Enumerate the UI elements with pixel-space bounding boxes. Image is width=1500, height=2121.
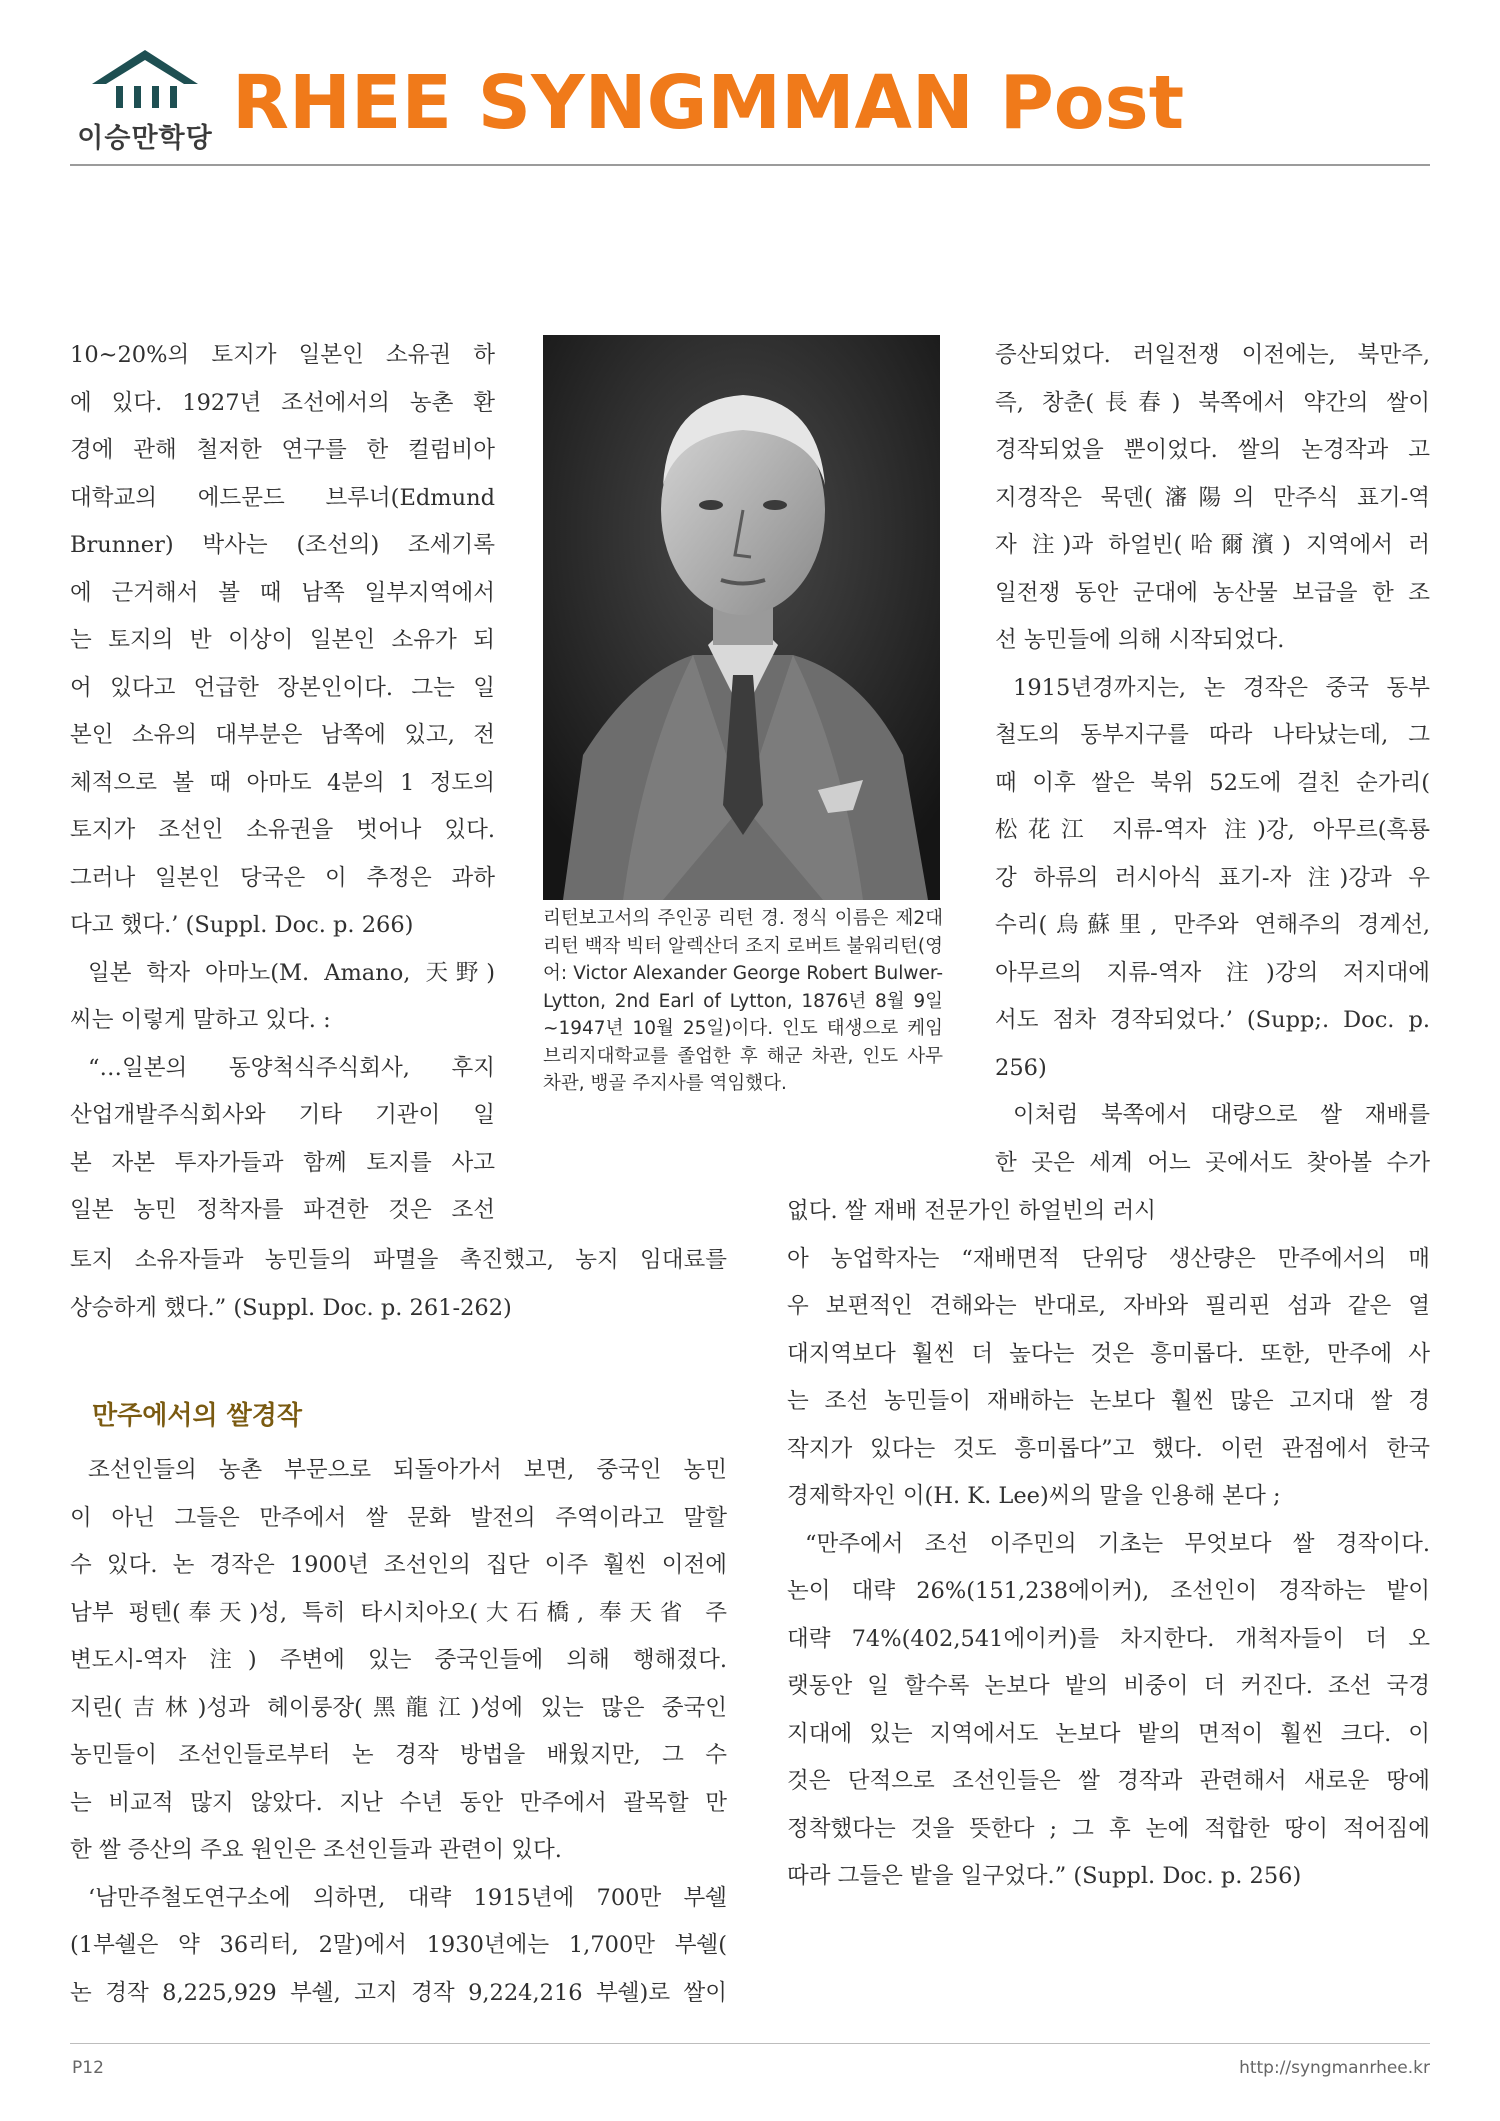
portrait-photo xyxy=(543,335,940,900)
text-line: 상승하게 했다.” (Suppl. Doc. p. 261-262) xyxy=(70,1294,512,1321)
text-line: 토지가 조선인 소유권을 벗어나 있다. xyxy=(70,817,495,843)
text-line: 강 하류의 러시아식 표기-자 注)강과 우 xyxy=(995,864,1430,891)
logo-text: 이승만학당 xyxy=(77,123,213,154)
section-heading: 만주에서의 쌀경작 xyxy=(92,1401,302,1431)
text-line: 1915년경까지는, 논 경작은 중국 동부 xyxy=(1013,674,1430,701)
text-line: ‘남만주철도연구소에 의하면, 대략 1915년에 700만 부쉘 xyxy=(88,1884,727,1911)
text-line: 어 있다고 언급한 장본인이다. 그는 일 xyxy=(70,674,495,701)
text-line: 수리(烏蘇里, 만주와 연해주의 경계선, xyxy=(995,912,1430,938)
text-line: 남부 펑텐(奉天)성, 특히 타시치아오(大石橋, 奉天省 주 xyxy=(70,1599,727,1626)
text-line: 다고 했다.’ (Suppl. Doc. p. 266) xyxy=(70,912,414,938)
text-line: 작지가 있다는 것도 흥미롭다”고 했다. 이런 관점에서 한국 xyxy=(787,1435,1430,1462)
text-line: 그러나 일본인 당국은 이 추정은 과하 xyxy=(70,864,495,891)
text-line: 대략 74%(402,541에이커)를 차지한다. 개척자들이 더 오 xyxy=(787,1625,1430,1652)
text-line: 경에 관해 철저한 연구를 한 컬럼비아 xyxy=(70,437,495,463)
site-url: http://syngmanrhee.kr xyxy=(1239,2058,1430,2078)
text-line: 정착했다는 것을 뜻한다 ; 그 후 논에 적합한 땅이 적어짐에 xyxy=(787,1815,1430,1842)
text-line: 지린(吉林)성과 헤이룽장(黑龍江)성에 있는 많은 중국인 xyxy=(70,1694,727,1721)
publication-title: RHEE SYNGMMAN Post xyxy=(232,60,1185,146)
text-line: 는 토지의 반 이상이 일본인 소유가 되 xyxy=(70,627,495,653)
text-line: 일본 농민 정착자를 파견한 것은 조선 xyxy=(70,1197,495,1223)
section-body xyxy=(70,1447,727,2017)
text-line: 논이 대략 26%(151,238에이커), 조선인이 경작하는 밭이 xyxy=(787,1578,1430,1604)
text-line: (1부쉘은 약 36리터, 2말)에서 1930년에는 1,700만 부쉘( xyxy=(70,1932,727,1958)
text-line: 수 있다. 논 경작은 1900년 조선인의 집단 이주 훨씬 이전에 xyxy=(70,1552,727,1578)
text-line: 한 쌀 증산의 주요 원인은 조선인들과 관련이 있다. xyxy=(70,1837,562,1863)
text-line: 한 곳은 세계 어느 곳에서도 찾아볼 수가 xyxy=(995,1149,1430,1176)
photo-caption: 리턴보고서의 주인공 리턴 경. 정식 이름은 제2대 리턴 백작 빅터 알렉산더 조지 로버트 불워리턴(영어: Victor Alexander George Robert Bulwer-Lytton, 2nd Earl of Lytton, 1876년 8월 9일~1947년 10월 25일)이다. 인도 태생으로 케임브리지대학교를 졸업한 후 해군 차관, 인도 사무 차관, 뱅골 주지사를 역임했다. xyxy=(543,908,943,1094)
text-line: 따라 그들은 밭을 일구었다.” (Suppl. Doc. p. 256) xyxy=(787,1863,1302,1889)
text-line: 농민들이 조선인들로부터 논 경작 방법을 배웠지만, 그 수 xyxy=(70,1742,727,1768)
text-line: 없다. 쌀 재배 전문가인 하얼빈의 러시 xyxy=(787,1198,1156,1224)
page-number: P12 xyxy=(72,2058,104,2078)
text-line: 일본 학자 아마노(M. Amano, 天野) xyxy=(88,959,495,986)
text-line: 때 이후 쌀은 북위 52도에 걸친 순가리( xyxy=(995,769,1430,796)
house-logo-icon xyxy=(90,48,200,118)
text-line: 이처럼 북쪽에서 대량으로 쌀 재배를 xyxy=(1013,1102,1430,1128)
text-line: 우 보편적인 견해와는 반대로, 자바와 필리핀 섬과 같은 열 xyxy=(787,1293,1430,1319)
text-line: 에 있다. 1927년 조선에서의 농촌 환 xyxy=(70,389,495,416)
column-1-continued xyxy=(70,1237,727,1332)
text-line: 씨는 이렇게 말하고 있다. : xyxy=(70,1007,331,1033)
text-line: 지대에 있는 지역에서도 논보다 밭의 면적이 훨씬 크다. 이 xyxy=(787,1720,1430,1747)
text-line: 경제학자인 이(H. K. Lee)씨의 말을 인용해 본다 ; xyxy=(787,1483,1281,1509)
text-line: “만주에서 조선 이주민의 기초는 무엇보다 쌀 경작이다. xyxy=(805,1530,1430,1557)
text-line: 논 경작 8,225,929 부쉘, 고지 경작 9,224,216 부쉘)로 쌀이 xyxy=(70,1979,727,2006)
text-line: 256) xyxy=(995,1054,1047,1081)
text-line: 지경작은 묵덴(瀋陽의 만주식 표기-역 xyxy=(995,484,1430,511)
text-line: 는 조선 농민들이 재배하는 논보다 훨씬 많은 고지대 쌀 경 xyxy=(787,1388,1430,1414)
text-line: 본인 소유의 대부분은 남쪽에 있고, 전 xyxy=(70,722,495,748)
footer-divider xyxy=(70,2043,1430,2044)
text-line: 이 아닌 그들은 만주에서 쌀 문화 발전의 주역이라고 말할 xyxy=(70,1504,727,1531)
text-line: 松花江 지류-역자 注)강, 아무르(흑룡 xyxy=(995,817,1430,843)
text-line: 것은 단적으로 조선인들은 쌀 경작과 관련해서 새로운 땅에 xyxy=(787,1768,1430,1794)
text-line: 철도의 동부지구를 따라 나타났는데, 그 xyxy=(995,722,1430,748)
text-line: 본 자본 투자가들과 함께 토지를 사고 xyxy=(70,1149,495,1176)
header-divider xyxy=(70,164,1430,166)
text-line: 일전쟁 동안 군대에 농산물 보급을 한 조 xyxy=(995,579,1430,606)
text-line: 대지역보다 훨씬 더 높다는 것은 흥미롭다. 또한, 만주에 사 xyxy=(787,1340,1430,1367)
text-line: 선 농민들에 의해 시작되었다. xyxy=(995,627,1285,653)
text-line: 체적으로 볼 때 아마도 4분의 1 정도의 xyxy=(70,769,495,796)
text-line: 대학교의 에드문드 브루너(Edmund xyxy=(70,484,495,511)
text-line: 증산되었다. 러일전쟁 이전에는, 북만주, xyxy=(995,342,1430,368)
text-line: 경작되었을 뿐이었다. 쌀의 논경작과 고 xyxy=(995,437,1430,463)
text-line: 에 근거해서 볼 때 남쪽 일부지역에서 xyxy=(70,579,495,606)
text-line: “…일본의 동양척식주식회사, 후지 xyxy=(88,1054,495,1081)
text-line: 토지 소유자들과 농민들의 파멸을 촉진했고, 농지 임대료를 xyxy=(70,1247,727,1273)
text-line: 산업개발주식회사와 기타 기관이 일 xyxy=(70,1102,495,1128)
text-line: 자 注)과 하얼빈(哈爾濱) 지역에서 러 xyxy=(995,532,1430,558)
text-line: Brunner) 박사는 (조선의) 조세기록 xyxy=(70,532,495,558)
text-line: 즉, 창춘(長春) 북쪽에서 약간의 쌀이 xyxy=(995,389,1430,416)
column-3-continued xyxy=(787,1188,1430,1901)
logo xyxy=(70,48,215,154)
portrait-illustration xyxy=(543,335,940,900)
column-3 xyxy=(995,332,1430,1187)
text-line: 서도 점차 경작되었다.’ (Supp;. Doc. p. xyxy=(995,1007,1430,1033)
text-line: 10~20%의 토지가 일본인 소유권 하 xyxy=(70,342,495,368)
text-line: 는 비교적 많지 않았다. 지난 수년 동안 만주에서 괄목할 만 xyxy=(70,1789,727,1816)
text-line: 조선인들의 농촌 부문으로 되돌아가서 보면, 중국인 농민 xyxy=(88,1457,727,1483)
text-line: 랫동안 일 할수록 논보다 밭의 비중이 더 커진다. 조선 국경 xyxy=(787,1673,1430,1699)
text-line: 아무르의 지류-역자 注)강의 저지대에 xyxy=(995,959,1430,986)
text-line: 아 농업학자는 “재배면적 단위당 생산량은 만주에서의 매 xyxy=(787,1245,1430,1272)
column-1 xyxy=(70,332,495,1235)
text-line: 변도시-역자 注) 주변에 있는 중국인들에 의해 행해졌다. xyxy=(70,1647,727,1673)
